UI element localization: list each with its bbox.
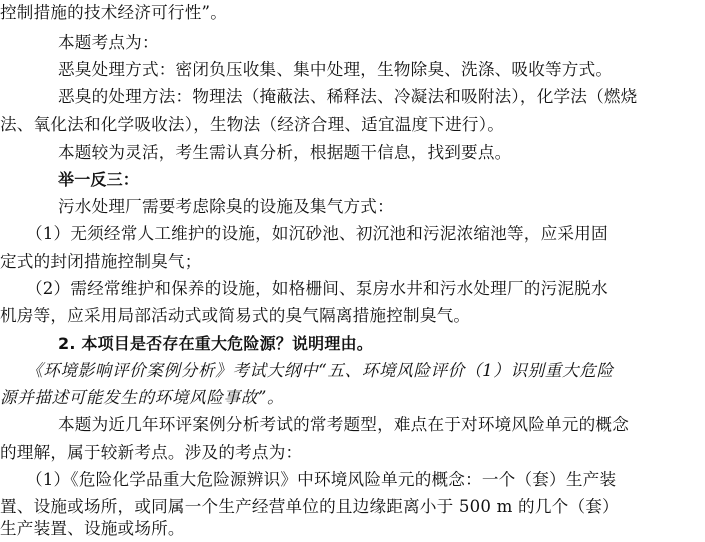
text-line-17: 的理解，属于较新考点。涉及的考点为： bbox=[0, 443, 303, 462]
text-line-18: （1）《危险化学品重大危险源辨识》中环境风险单元的概念：一个（套）生产装 bbox=[26, 470, 617, 489]
section-heading-1: 举一反三： bbox=[58, 170, 140, 189]
text-line-1: 控制措施的技术经济可行性”。 bbox=[0, 3, 228, 22]
text-line-4: 恶臭的处理方法：物理法（掩蔽法、稀释法、冷凝法和吸附法），化学法（燃烧 bbox=[58, 87, 638, 106]
text-line-20: 生产装置、设施或场所。 bbox=[0, 519, 185, 538]
text-line-3: 恶臭处理方式：密闭负压收集、集中处理，生物除臭、洗涤、吸收等方式。 bbox=[58, 60, 613, 79]
text-line-2: 本题考点为： bbox=[58, 33, 159, 52]
text-line-8: 污水处理厂需要考虑除臭的设施及集气方式： bbox=[58, 197, 394, 216]
section-heading-2: 2. 本项目是否存在重大危险源？说明理由。 bbox=[58, 334, 373, 353]
text-line-11: （2）需经常维护和保养的设施，如格栅间、泵房水井和污水处理厂的污泥脱水 bbox=[26, 279, 608, 298]
text-line-5: 法、氧化法和化学吸收法），生物法（经济合理、适宜温度下进行）。 bbox=[0, 115, 505, 134]
text-line-9: （1）无须经常人工维护的设施，如沉砂池、初沉池和污泥浓缩池等，应采用固 bbox=[26, 224, 608, 243]
text-line-12: 机房等，应采用局部活动式或简易式的臭气隔离措施控制臭气。 bbox=[0, 306, 471, 325]
text-line-16: 本题为近几年环评案例分析考试的常考题型，难点在于对环境风险单元的概念 bbox=[58, 415, 629, 434]
quote-line-2: 源并描述可能发生的环境风险事故”。 bbox=[0, 388, 285, 407]
text-line-6: 本题较为灵活，考生需认真分析，根据题干信息，找到要点。 bbox=[58, 143, 512, 162]
quote-line-1: 《环境影响评价案例分析》考试大纲中“五、环境风险评价（1）识别重大危险 bbox=[26, 361, 614, 380]
text-line-10: 定式的封闭措施控制臭气； bbox=[0, 252, 202, 271]
text-line-19: 置、设施或场所，或同属一个生产经营单位的且边缘距离小于 500 m 的几个（套） bbox=[0, 497, 619, 516]
